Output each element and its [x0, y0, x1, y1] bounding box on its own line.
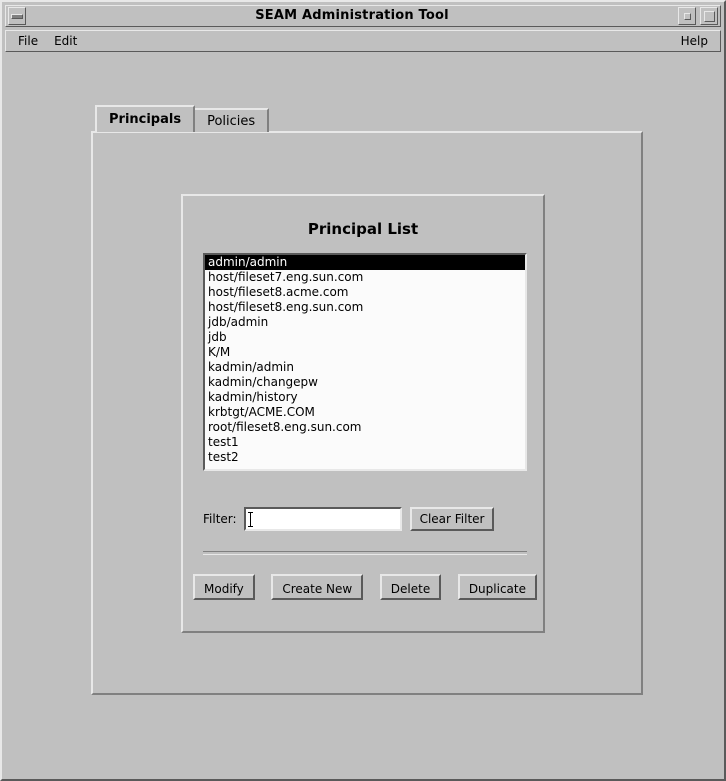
- menu-edit[interactable]: Edit: [54, 34, 78, 48]
- list-item[interactable]: kadmin/history: [208, 390, 298, 404]
- menu-help[interactable]: Help: [680, 34, 708, 48]
- filter-field[interactable]: [244, 507, 402, 531]
- minimize-icon[interactable]: [678, 7, 696, 25]
- clear-filter-button[interactable]: Clear Filter: [410, 507, 495, 531]
- list-item[interactable]: test1: [208, 435, 239, 449]
- list-item[interactable]: test2: [208, 450, 239, 464]
- create-new-button[interactable]: Create New: [271, 574, 363, 600]
- tab-principals[interactable]: Principals: [95, 105, 195, 132]
- titlebar: [5, 5, 721, 27]
- tab-row: [91, 105, 643, 132]
- titlebar-buttons: [676, 7, 720, 25]
- list-item[interactable]: admin/admin: [205, 255, 525, 270]
- list-item[interactable]: kadmin/changepw: [208, 375, 318, 389]
- list-item[interactable]: K/M: [208, 345, 231, 359]
- principal-list-panel: [181, 194, 545, 633]
- client-area: [5, 52, 721, 775]
- panel-title: Principal List: [307, 220, 419, 238]
- window-menu-icon[interactable]: [8, 7, 26, 25]
- duplicate-button[interactable]: Duplicate: [458, 574, 537, 600]
- tab-container: [91, 105, 643, 695]
- list-item[interactable]: jdb/admin: [208, 315, 269, 329]
- delete-button[interactable]: Delete: [380, 574, 441, 600]
- filter-row: [203, 506, 527, 532]
- list-item[interactable]: root/fileset8.eng.sun.com: [208, 420, 362, 434]
- list-item[interactable]: jdb: [208, 330, 227, 344]
- tab-panel-principals: [91, 131, 643, 695]
- panel-separator: [203, 551, 527, 555]
- list-item[interactable]: host/fileset8.eng.sun.com: [208, 300, 364, 314]
- list-item[interactable]: kadmin/admin: [208, 360, 294, 374]
- list-item[interactable]: host/fileset8.acme.com: [208, 285, 349, 299]
- list-item[interactable]: krbtgt/ACME.COM: [208, 405, 315, 419]
- maximize-icon[interactable]: [700, 7, 718, 25]
- modify-button[interactable]: Modify: [193, 574, 255, 600]
- tab-policies[interactable]: Policies: [193, 108, 269, 132]
- menubar: [5, 30, 721, 52]
- action-button-row: [191, 574, 539, 600]
- filter-input[interactable]: [249, 511, 397, 527]
- filter-label: Filter:: [203, 512, 237, 526]
- principal-list-items: [205, 255, 525, 465]
- list-item[interactable]: host/fileset7.eng.sun.com: [208, 270, 364, 284]
- menu-file[interactable]: File: [18, 34, 39, 48]
- window-title: SEAM Administration Tool: [255, 8, 449, 23]
- principal-listbox[interactable]: [203, 253, 527, 471]
